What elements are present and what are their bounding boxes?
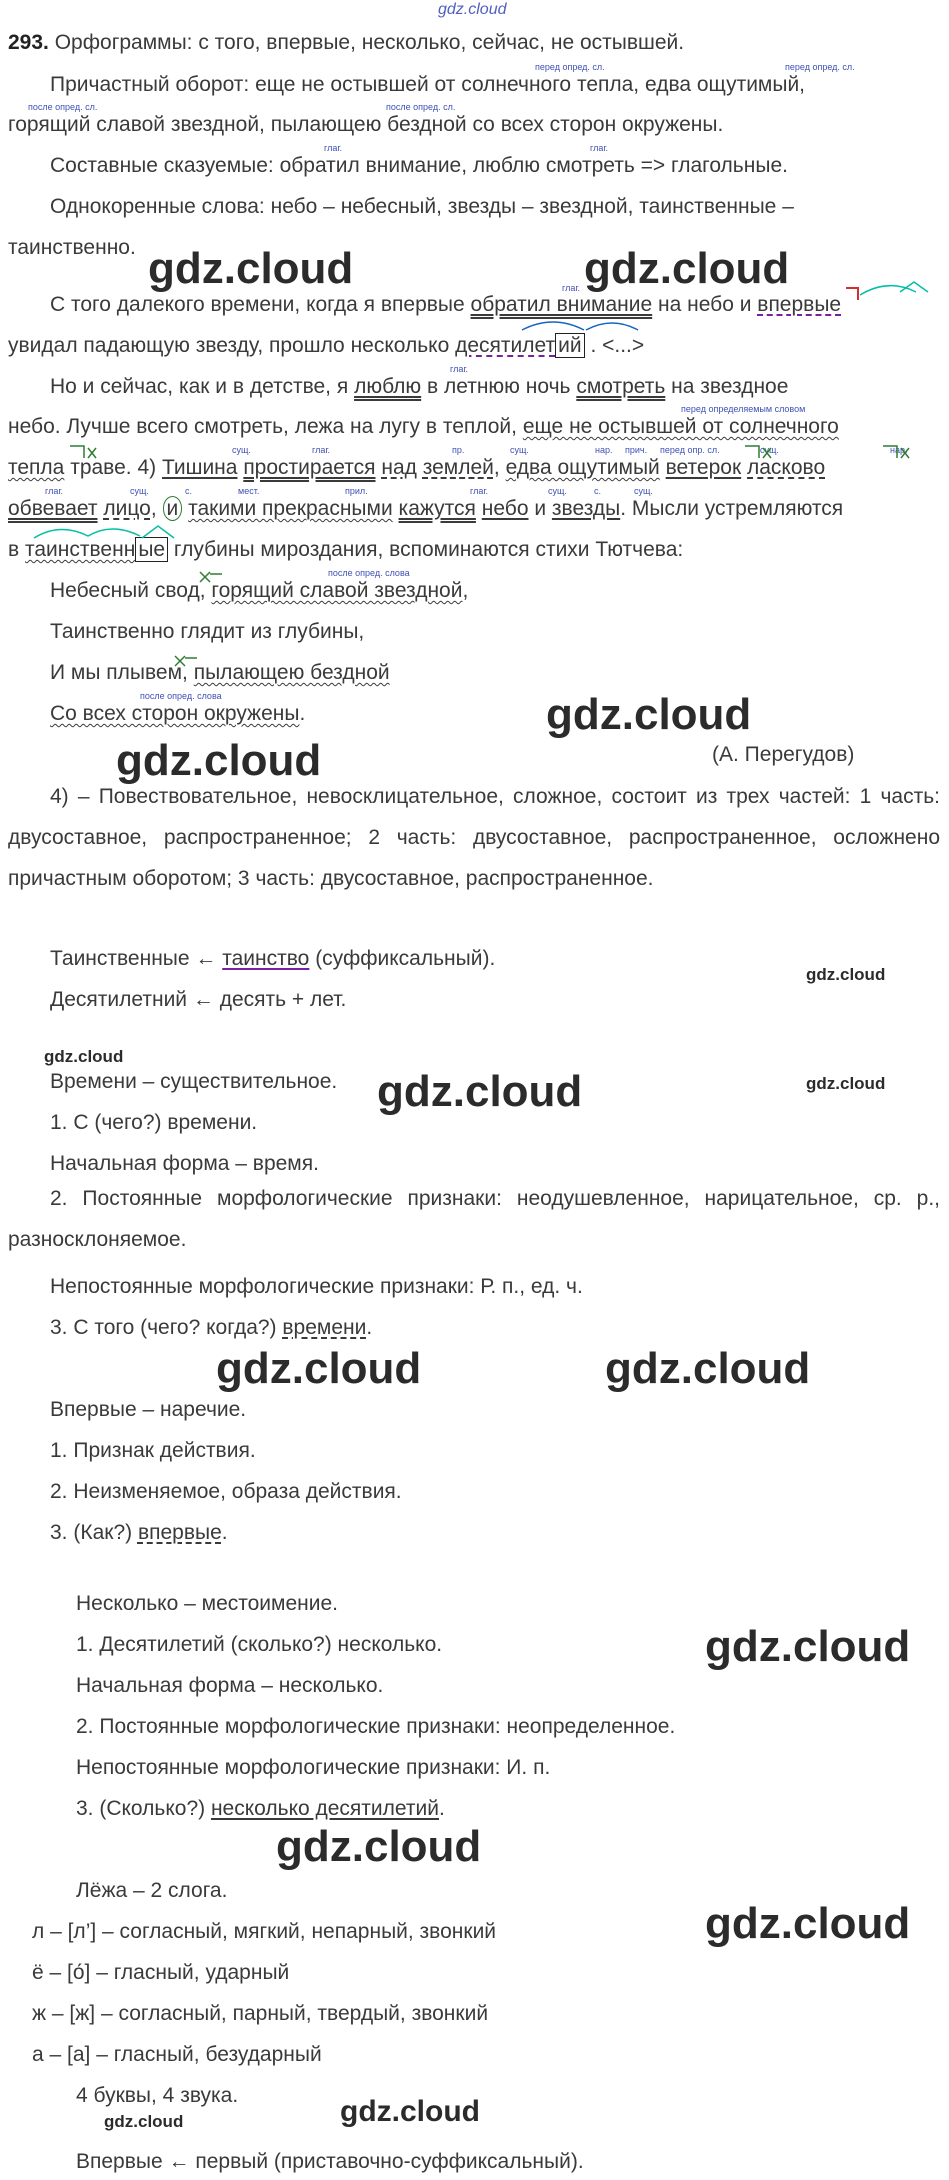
adverb-vpervye: впервые	[757, 293, 842, 316]
root-tainstvo: таинство	[222, 947, 310, 970]
morph-vpervye-2: 2. Неизменяемое, образа действия.	[50, 1480, 402, 1503]
role-vremeni: времени	[282, 1316, 367, 1339]
word-zemley: землей	[422, 456, 494, 479]
predicates-line: Составные сказуемые: обратил внимание, люблю смотреть => глагольные.	[50, 154, 788, 177]
morph-vremeni-title: Времени – существительное.	[50, 1070, 338, 1093]
predicate-lyublyu: люблю	[354, 375, 422, 398]
words-takimi-prekrasnymi: такими прекрасными	[188, 497, 393, 520]
morph-vremeni-initial: Начальная форма – время.	[50, 1152, 319, 1175]
note-glag-3: глаг.	[562, 283, 581, 293]
ending-box-1: ий	[555, 333, 584, 358]
note-glag-2: глаг.	[590, 143, 609, 153]
watermark-6: gdz.cloud	[216, 1344, 422, 1393]
watermark-1: gdz.cloud	[148, 244, 354, 293]
predicate-kazhutsya: кажутся	[398, 497, 476, 520]
suffix-bracket-1	[846, 288, 858, 300]
watermark-small-3: gdz.cloud	[806, 1074, 886, 1093]
watermark-8: gdz.cloud	[705, 1622, 911, 1671]
morph-neskolko-title: Несколько – местоимение.	[76, 1592, 338, 1615]
ending-box-2: ые	[135, 537, 168, 562]
word-formation-vpervye: Впервые ← первый (приставочно-суффиксальный).	[76, 2150, 584, 2173]
morph-vremeni-1: 1. С (чего?) времени.	[50, 1111, 258, 1134]
watermark-9: gdz.cloud	[276, 1822, 482, 1871]
word-litso: лицо	[103, 497, 151, 520]
text-line-6: обвевает лицо, и такими прекрасными кажутся небо и звезды. Мысли устремляются	[8, 497, 844, 520]
note-posle-1: после опред. сл.	[28, 102, 98, 112]
subject-veterok: ветерок	[665, 456, 742, 479]
morph-neskolko-1: 1. Десятилетий (сколько?) несколько.	[76, 1633, 443, 1656]
note-glag-1: глаг.	[324, 143, 343, 153]
cognates-line-1: Однокоренные слова: небо – небесный, звезды – звездной, таинственные –	[50, 195, 794, 218]
morph-vpervye-1: 1. Признак действия.	[50, 1439, 256, 1462]
text-line-3: Но и сейчас, как и в детстве, я люблю в летнюю ночь смотреть на звездное	[50, 375, 789, 398]
participial-phrase-verse-1: горящий славой звездной	[211, 579, 463, 602]
root-arc-1	[522, 322, 584, 330]
text-line-2: увидал падающую звезду, прошло несколько десятилет ий . <...>	[8, 334, 645, 357]
cognates-line-2: таинственно.	[8, 236, 136, 259]
verse-line-4: Со всех сторон окружены.	[50, 702, 306, 725]
note-pered-1: перед опред. сл.	[535, 62, 605, 72]
note-pered-opredelyaemym: перед определяемым словом	[681, 404, 806, 414]
watermark-2: gdz.cloud	[584, 244, 790, 293]
morph-vpervye-role: 3. (Как?) впервые.	[50, 1521, 228, 1544]
root-arc-4	[34, 529, 140, 538]
watermark-7: gdz.cloud	[605, 1344, 811, 1393]
subject-nebo: небо	[481, 497, 529, 520]
participial-phrase-1: еще не остывшей от солнечного	[522, 415, 839, 438]
text-line-7: в таинственн ые глубины мироздания, вспоминаются стихи Тютчева:	[8, 538, 684, 561]
verse-line-1: Небесный свод, горящий славой звездной,	[50, 579, 469, 602]
prep-nad: над	[381, 456, 417, 479]
participial-phrase-verse-3: пылающею бездной	[193, 661, 390, 684]
predicate-obratil: обратил внимание	[470, 293, 653, 316]
phon-l: л – [л’] – согласный, мягкий, непарный, звонкий	[32, 1920, 497, 1943]
watermark-small-2: gdz.cloud	[44, 1047, 124, 1066]
author: (А. Перегудов)	[712, 743, 855, 766]
text-line-1: С того далекого времени, когда я впервые обратил внимание на небо и впервые	[50, 293, 842, 316]
note-posle-slova-1: после опред. слова	[328, 568, 410, 578]
participial-phrase-verse-4: Со всех сторон окружены	[50, 702, 300, 725]
morph-neskolko-constant: 2. Постоянные морфологические признаки: неопределенное.	[76, 1715, 676, 1738]
note-pered-2: перед опред. сл.	[785, 62, 855, 72]
predicate-smotret: смотреть	[576, 375, 666, 398]
phon-count: 4 буквы, 4 звука.	[76, 2084, 239, 2107]
morph-neskolko-role: 3. (Сколько?) несколько десятилетий.	[76, 1797, 445, 1820]
predicate-prostiraetsya: простирается	[243, 456, 376, 479]
verse-line-3: И мы плывем, пылающею бездной	[50, 661, 390, 684]
text-line-5: тепла траве. 4) Тишина простирается над землей, едва ощутимый ветерок ласково	[8, 456, 826, 479]
watermark-10: gdz.cloud	[705, 1899, 911, 1948]
subject-tishina: Тишина	[161, 456, 238, 479]
word-desyatiletiy: десятилет	[455, 334, 556, 357]
note-posle-2: после опред. сл.	[386, 102, 456, 112]
cross-mark-5	[175, 656, 197, 666]
watermark-small-4: gdz.cloud	[104, 2112, 184, 2131]
morph-neskolko-variable: Непостоянные морфологические признаки: И. п.	[76, 1756, 551, 1779]
role-vpervye: впервые	[137, 1521, 222, 1544]
orthograms-text: Орфограммы: с того, впервые, несколько, сейчас, не остывшей.	[54, 31, 685, 54]
participial-phrase-2: едва ощутимый	[505, 456, 660, 479]
note-posle-slova-2: после опред. слова	[140, 691, 222, 701]
phon-a: а – [а] – гласный, безударный	[32, 2043, 322, 2066]
morph-neskolko-initial: Начальная форма – несколько.	[76, 1674, 384, 1697]
morph-vremeni-variable: Непостоянные морфологические признаки: Р. п., ед. ч.	[50, 1275, 583, 1298]
adverb-laskovo: ласково	[747, 456, 826, 479]
word-tainstvennye: таинственн	[25, 538, 136, 561]
role-neskolko: несколько десятилетий	[210, 1797, 439, 1820]
conjunction-i-circled: и	[163, 496, 183, 521]
predicate-obvevaet: обвевает	[8, 497, 98, 520]
watermark-5: gdz.cloud	[377, 1067, 583, 1116]
word-formation-2: Десятилетний ← десять + лет.	[50, 988, 347, 1011]
phon-zh: ж – [ж] – согласный, парный, твердый, звонкий	[32, 2002, 489, 2025]
verse-line-2: Таинственно глядит из глубины,	[50, 620, 365, 643]
watermark-3: gdz.cloud	[546, 690, 752, 739]
morph-vremeni-constant: 2. Постоянные морфологические признаки: неодушевленное, нарицательное, ср. р., разносклоняемое.	[8, 1187, 940, 1251]
participle-line-2: горящий славой звездной, пылающею бездной со всех сторон окружены.	[8, 113, 724, 136]
word-formation-1: Таинственные ← таинство (суффиксальный).	[50, 947, 496, 970]
participle-line-1: Причастный оборот: еще не остывшей от солнечного тепла, едва ощутимый,	[50, 73, 806, 96]
sentence-analysis: 4) – Повествовательное, невосклицательное, сложное, состоит из трех частей: 1 часть: двусоставное, распространенное; 2 часть: двусоставное, распространенное, осложнено причастным оборотом; 3 часть: двусоставное, распространенное.	[8, 785, 940, 890]
root-arc-2	[586, 323, 638, 330]
watermark-4: gdz.cloud	[116, 736, 322, 785]
suffix-hat-2	[142, 526, 174, 538]
cross-mark-4	[200, 572, 222, 582]
note-glag-4: глаг.	[450, 364, 469, 374]
header-logo[interactable]: gdz.cloud	[438, 1, 507, 18]
text-line-4: небо. Лучше всего смотреть, лежа на лугу в теплой, еще не остывшей от солнечного	[8, 415, 839, 438]
morph-vpervye-title: Впервые – наречие.	[50, 1398, 247, 1421]
participial-phrase-1-end: тепла	[8, 456, 65, 479]
subject-zvezdy: звезды	[551, 497, 621, 520]
exercise-number: 293.	[8, 31, 49, 54]
cross-mark-3	[883, 446, 909, 458]
watermark-small-1: gdz.cloud	[806, 965, 886, 984]
cross-mark-2	[745, 446, 771, 458]
watermark-11: gdz.cloud	[340, 2095, 480, 2128]
phon-title: Лёжа – 2 слога.	[76, 1879, 228, 1902]
phon-yo: ё – [о́] – гласный, ударный	[32, 1961, 290, 1984]
morph-vremeni-role: 3. С того (чего? когда?) времени.	[50, 1316, 373, 1339]
cross-mark-1	[70, 446, 96, 458]
